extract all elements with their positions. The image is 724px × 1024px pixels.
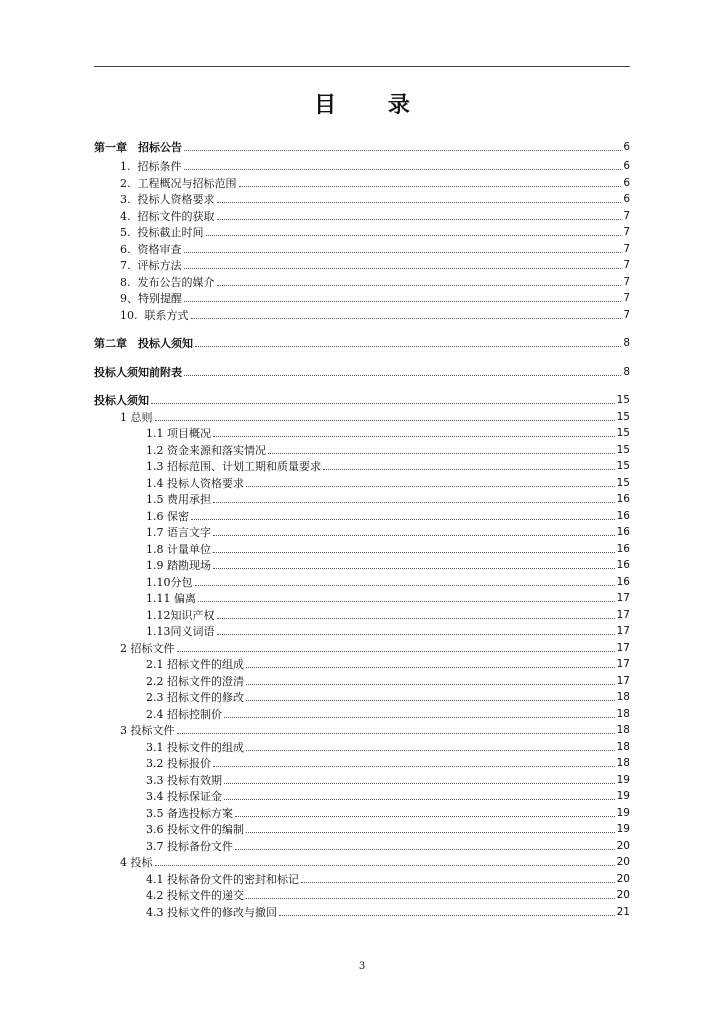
toc-entry-page: 19 <box>616 790 630 802</box>
toc-entry-page: 7 <box>623 226 630 238</box>
toc-entry-page: 8 <box>623 366 630 378</box>
toc-entry-page: 17 <box>616 609 630 621</box>
toc-dot-leader <box>224 798 615 800</box>
toc-entry-page: 21 <box>616 906 630 918</box>
toc-entry[interactable] <box>94 493 630 506</box>
toc-dot-leader <box>184 149 621 151</box>
toc-entry-label: 2 招标文件 <box>120 642 175 655</box>
toc-entry-label: 3.3 投标有效期 <box>146 774 222 787</box>
toc-entry[interactable] <box>94 790 630 803</box>
toc-entry-label: 2.2 招标文件的澄清 <box>146 675 244 688</box>
toc-entry-label: 3.7 投标备份文件 <box>146 840 233 853</box>
toc-entry[interactable] <box>94 675 630 688</box>
toc-entry[interactable] <box>94 276 630 289</box>
toc-entry-label: 3. 投标人资格要求 <box>120 193 215 206</box>
toc-entry-label: 3 投标文件 <box>120 724 175 737</box>
toc-dot-leader <box>323 468 615 470</box>
toc-dot-leader <box>246 699 615 701</box>
toc-entry[interactable] <box>94 292 630 305</box>
toc-entry-label: 3.5 备选投标方案 <box>146 807 233 820</box>
toc-entry-page: 7 <box>623 243 630 255</box>
toc-entry[interactable] <box>94 193 630 206</box>
toc-entry-page: 18 <box>616 708 630 720</box>
toc-entry[interactable] <box>94 526 630 539</box>
toc-entry-page: 18 <box>616 757 630 769</box>
toc-entry[interactable] <box>94 625 630 638</box>
toc-entry[interactable] <box>94 460 630 473</box>
toc-entry-label: 4 投标 <box>120 856 153 869</box>
toc-entry-page: 20 <box>616 889 630 901</box>
toc-entry-page: 7 <box>623 309 630 321</box>
toc-entry[interactable] <box>94 642 630 655</box>
toc-entry-page: 6 <box>623 141 630 153</box>
toc-dot-leader <box>213 501 615 503</box>
toc-entry[interactable] <box>94 559 630 572</box>
toc-entry-page: 19 <box>616 807 630 819</box>
toc-dot-leader <box>239 185 622 187</box>
toc-dot-leader <box>155 864 615 866</box>
toc-dot-leader <box>279 914 615 916</box>
toc-entry-label: 1.8 计量单位 <box>146 543 211 556</box>
toc-entry-page: 7 <box>623 276 630 288</box>
toc-dot-leader <box>246 897 615 899</box>
toc-entry-label: 8. 发布公告的媒介 <box>120 276 215 289</box>
toc-dot-leader <box>301 881 615 883</box>
toc-entry-page: 6 <box>623 160 630 172</box>
toc-dot-leader <box>213 551 615 553</box>
toc-entry-label: 3.1 投标文件的组成 <box>146 741 244 754</box>
toc-entry[interactable] <box>94 160 630 173</box>
toc-dot-leader <box>213 567 615 569</box>
toc-entry-label: 1.11 偏离 <box>146 592 196 605</box>
toc-entry-page: 6 <box>623 193 630 205</box>
toc-dot-leader <box>217 284 622 286</box>
toc-entry[interactable] <box>94 840 630 853</box>
toc-entry-page: 18 <box>616 724 630 736</box>
toc-entry-label: 第二章 投标人须知 <box>94 337 193 350</box>
toc-entry-label: 1.1 项目概况 <box>146 427 211 440</box>
toc-entry-label: 投标人须知 <box>94 394 149 407</box>
toc-entry-label: 2.3 招标文件的修改 <box>146 691 244 704</box>
toc-entry[interactable] <box>94 807 630 820</box>
toc-entry[interactable] <box>94 243 630 256</box>
toc-entry[interactable] <box>94 394 630 407</box>
toc-entry-page: 20 <box>616 856 630 868</box>
toc-dot-leader <box>224 716 615 718</box>
toc-entry-page: 20 <box>616 840 630 852</box>
toc-entry[interactable] <box>94 226 630 239</box>
toc-entry-page: 15 <box>616 394 630 406</box>
toc-dot-leader <box>191 518 615 520</box>
toc-dot-leader <box>155 419 615 421</box>
toc-entry[interactable] <box>94 510 630 523</box>
toc-entry-label: 2. 工程概况与招标范围 <box>120 177 237 190</box>
toc-entry[interactable] <box>94 210 630 223</box>
toc-entry-page: 7 <box>623 210 630 222</box>
toc-entry[interactable] <box>94 592 630 605</box>
toc-dot-leader <box>246 666 615 668</box>
toc-entry[interactable] <box>94 366 630 379</box>
toc-dot-leader <box>177 650 615 652</box>
toc-dot-leader <box>191 317 622 319</box>
toc-entry[interactable] <box>94 757 630 770</box>
toc-dot-leader <box>246 683 615 685</box>
toc-dot-leader <box>235 848 615 850</box>
toc-entry-label: 1.2 资金来源和落实情况 <box>146 444 266 457</box>
toc-entry-label: 投标人须知前附表 <box>94 366 182 379</box>
toc-entry[interactable] <box>94 873 630 886</box>
toc-entry-label: 2.1 招标文件的组成 <box>146 658 244 671</box>
toc-entry-page: 7 <box>623 292 630 304</box>
page-number: 3 <box>358 961 366 972</box>
page-title: 目 录 <box>314 93 432 118</box>
toc-entry[interactable] <box>94 708 630 721</box>
toc-entry-label: 4.3 投标文件的修改与撤回 <box>146 906 277 919</box>
toc-entry-label: 3.4 投标保证金 <box>146 790 222 803</box>
toc-entry-page: 16 <box>616 559 630 571</box>
toc-entry-page: 20 <box>616 873 630 885</box>
toc-entry-label: 7. 评标方法 <box>120 259 182 272</box>
toc-entry-page: 17 <box>616 642 630 654</box>
toc-dot-leader <box>184 251 622 253</box>
toc-entry-page: 15 <box>616 427 630 439</box>
toc-entry-page: 19 <box>616 823 630 835</box>
toc-entry-page: 6 <box>623 177 630 189</box>
toc-entry-label: 1.5 费用承担 <box>146 493 211 506</box>
toc-entry-label: 6. 资格审查 <box>120 243 182 256</box>
toc-dot-leader <box>213 534 615 536</box>
toc-entry-label: 9、特别提醒 <box>120 292 182 305</box>
toc-entry-label: 1.13同义词语 <box>146 625 215 638</box>
toc-dot-leader <box>246 749 615 751</box>
toc-entry-page: 17 <box>616 625 630 637</box>
toc-entry-page: 15 <box>616 444 630 456</box>
toc-dot-leader <box>246 831 615 833</box>
toc-dot-leader <box>206 234 622 236</box>
toc-entry-page: 19 <box>616 774 630 786</box>
toc-entry-page: 16 <box>616 543 630 555</box>
toc-entry[interactable] <box>94 309 630 322</box>
toc-dot-leader <box>184 267 622 269</box>
toc-entry-page: 15 <box>616 411 630 423</box>
toc-entry[interactable] <box>94 741 630 754</box>
toc-entry-page: 17 <box>616 592 630 604</box>
toc-entry-page: 16 <box>616 493 630 505</box>
toc-dot-leader <box>198 600 615 602</box>
toc-entry-label: 2.4 招标控制价 <box>146 708 222 721</box>
toc-entry[interactable] <box>94 691 630 704</box>
toc-entry[interactable] <box>94 889 630 902</box>
toc-entry[interactable] <box>94 576 630 589</box>
toc-entry-label: 1.12知识产权 <box>146 609 215 622</box>
toc-entry[interactable] <box>94 444 630 457</box>
toc-dot-leader <box>224 782 615 784</box>
toc-dot-leader <box>217 633 615 635</box>
toc-entry[interactable] <box>94 411 630 424</box>
toc-entry-page: 15 <box>616 460 630 472</box>
toc-dot-leader <box>213 435 615 437</box>
toc-entry-label: 1. 招标条件 <box>120 160 182 173</box>
toc-entry[interactable] <box>94 141 630 154</box>
toc-entry-page: 18 <box>616 741 630 753</box>
toc-entry-label: 10. 联系方式 <box>120 309 189 322</box>
toc-dot-leader <box>184 300 621 302</box>
toc-entry-label: 1 总则 <box>120 411 153 424</box>
toc-entry[interactable] <box>94 427 630 440</box>
toc-entry[interactable] <box>94 609 630 622</box>
toc-entry-label: 1.3 招标范围、计划工期和质量要求 <box>146 460 321 473</box>
toc-dot-leader <box>195 584 615 586</box>
toc-dot-leader <box>151 402 615 404</box>
toc-entry[interactable] <box>94 259 630 272</box>
toc-entry-label: 1.10分包 <box>146 576 193 589</box>
toc-entry[interactable] <box>94 906 630 919</box>
toc-entry-label: 1.6 保密 <box>146 510 189 523</box>
toc-dot-leader <box>177 732 615 734</box>
toc-dot-leader <box>217 218 622 220</box>
toc-entry-label: 5. 投标截止时间 <box>120 226 204 239</box>
toc-entry-label: 4.1 投标备份文件的密封和标记 <box>146 873 299 886</box>
toc-entry[interactable] <box>94 177 630 190</box>
toc-entry-page: 16 <box>616 510 630 522</box>
toc-entry-label: 3.6 投标文件的编制 <box>146 823 244 836</box>
toc-dot-leader <box>184 374 621 376</box>
toc-entry[interactable] <box>94 658 630 671</box>
toc-entry-label: 第一章 招标公告 <box>94 141 182 154</box>
toc-entry-page: 16 <box>616 576 630 588</box>
toc-entry-label: 4.2 投标文件的递交 <box>146 889 244 902</box>
toc-dot-leader <box>217 617 615 619</box>
toc-entry-page: 18 <box>616 691 630 703</box>
toc-entry-page: 17 <box>616 658 630 670</box>
toc-entry-label: 4. 招标文件的获取 <box>120 210 215 223</box>
toc-entry-label: 3.2 投标报价 <box>146 757 211 770</box>
toc-entry[interactable] <box>94 543 630 556</box>
toc-entry-label: 1.7 语言文字 <box>146 526 211 539</box>
toc-dot-leader <box>184 168 622 170</box>
toc-dot-leader <box>235 815 615 817</box>
toc-dot-leader <box>217 201 622 203</box>
toc-dot-leader <box>195 345 621 347</box>
header-rule <box>94 66 630 67</box>
toc-entry-page: 15 <box>616 477 630 489</box>
toc-entry[interactable] <box>94 774 630 787</box>
toc-entry-page: 8 <box>623 337 630 349</box>
toc-entry-page: 7 <box>623 259 630 271</box>
toc-entry[interactable] <box>94 823 630 836</box>
toc-entry-page: 16 <box>616 526 630 538</box>
toc-entry[interactable] <box>94 856 630 869</box>
toc-entry-page: 17 <box>616 675 630 687</box>
toc-entry[interactable] <box>94 337 630 350</box>
toc-entry-label: 1.4 投标人资格要求 <box>146 477 244 490</box>
toc-entry[interactable] <box>94 724 630 737</box>
toc-dot-leader <box>213 765 615 767</box>
toc-dot-leader <box>268 452 615 454</box>
toc-dot-leader <box>246 485 615 487</box>
toc-entry-label: 1.9 踏勘现场 <box>146 559 211 572</box>
toc-entry[interactable] <box>94 477 630 490</box>
